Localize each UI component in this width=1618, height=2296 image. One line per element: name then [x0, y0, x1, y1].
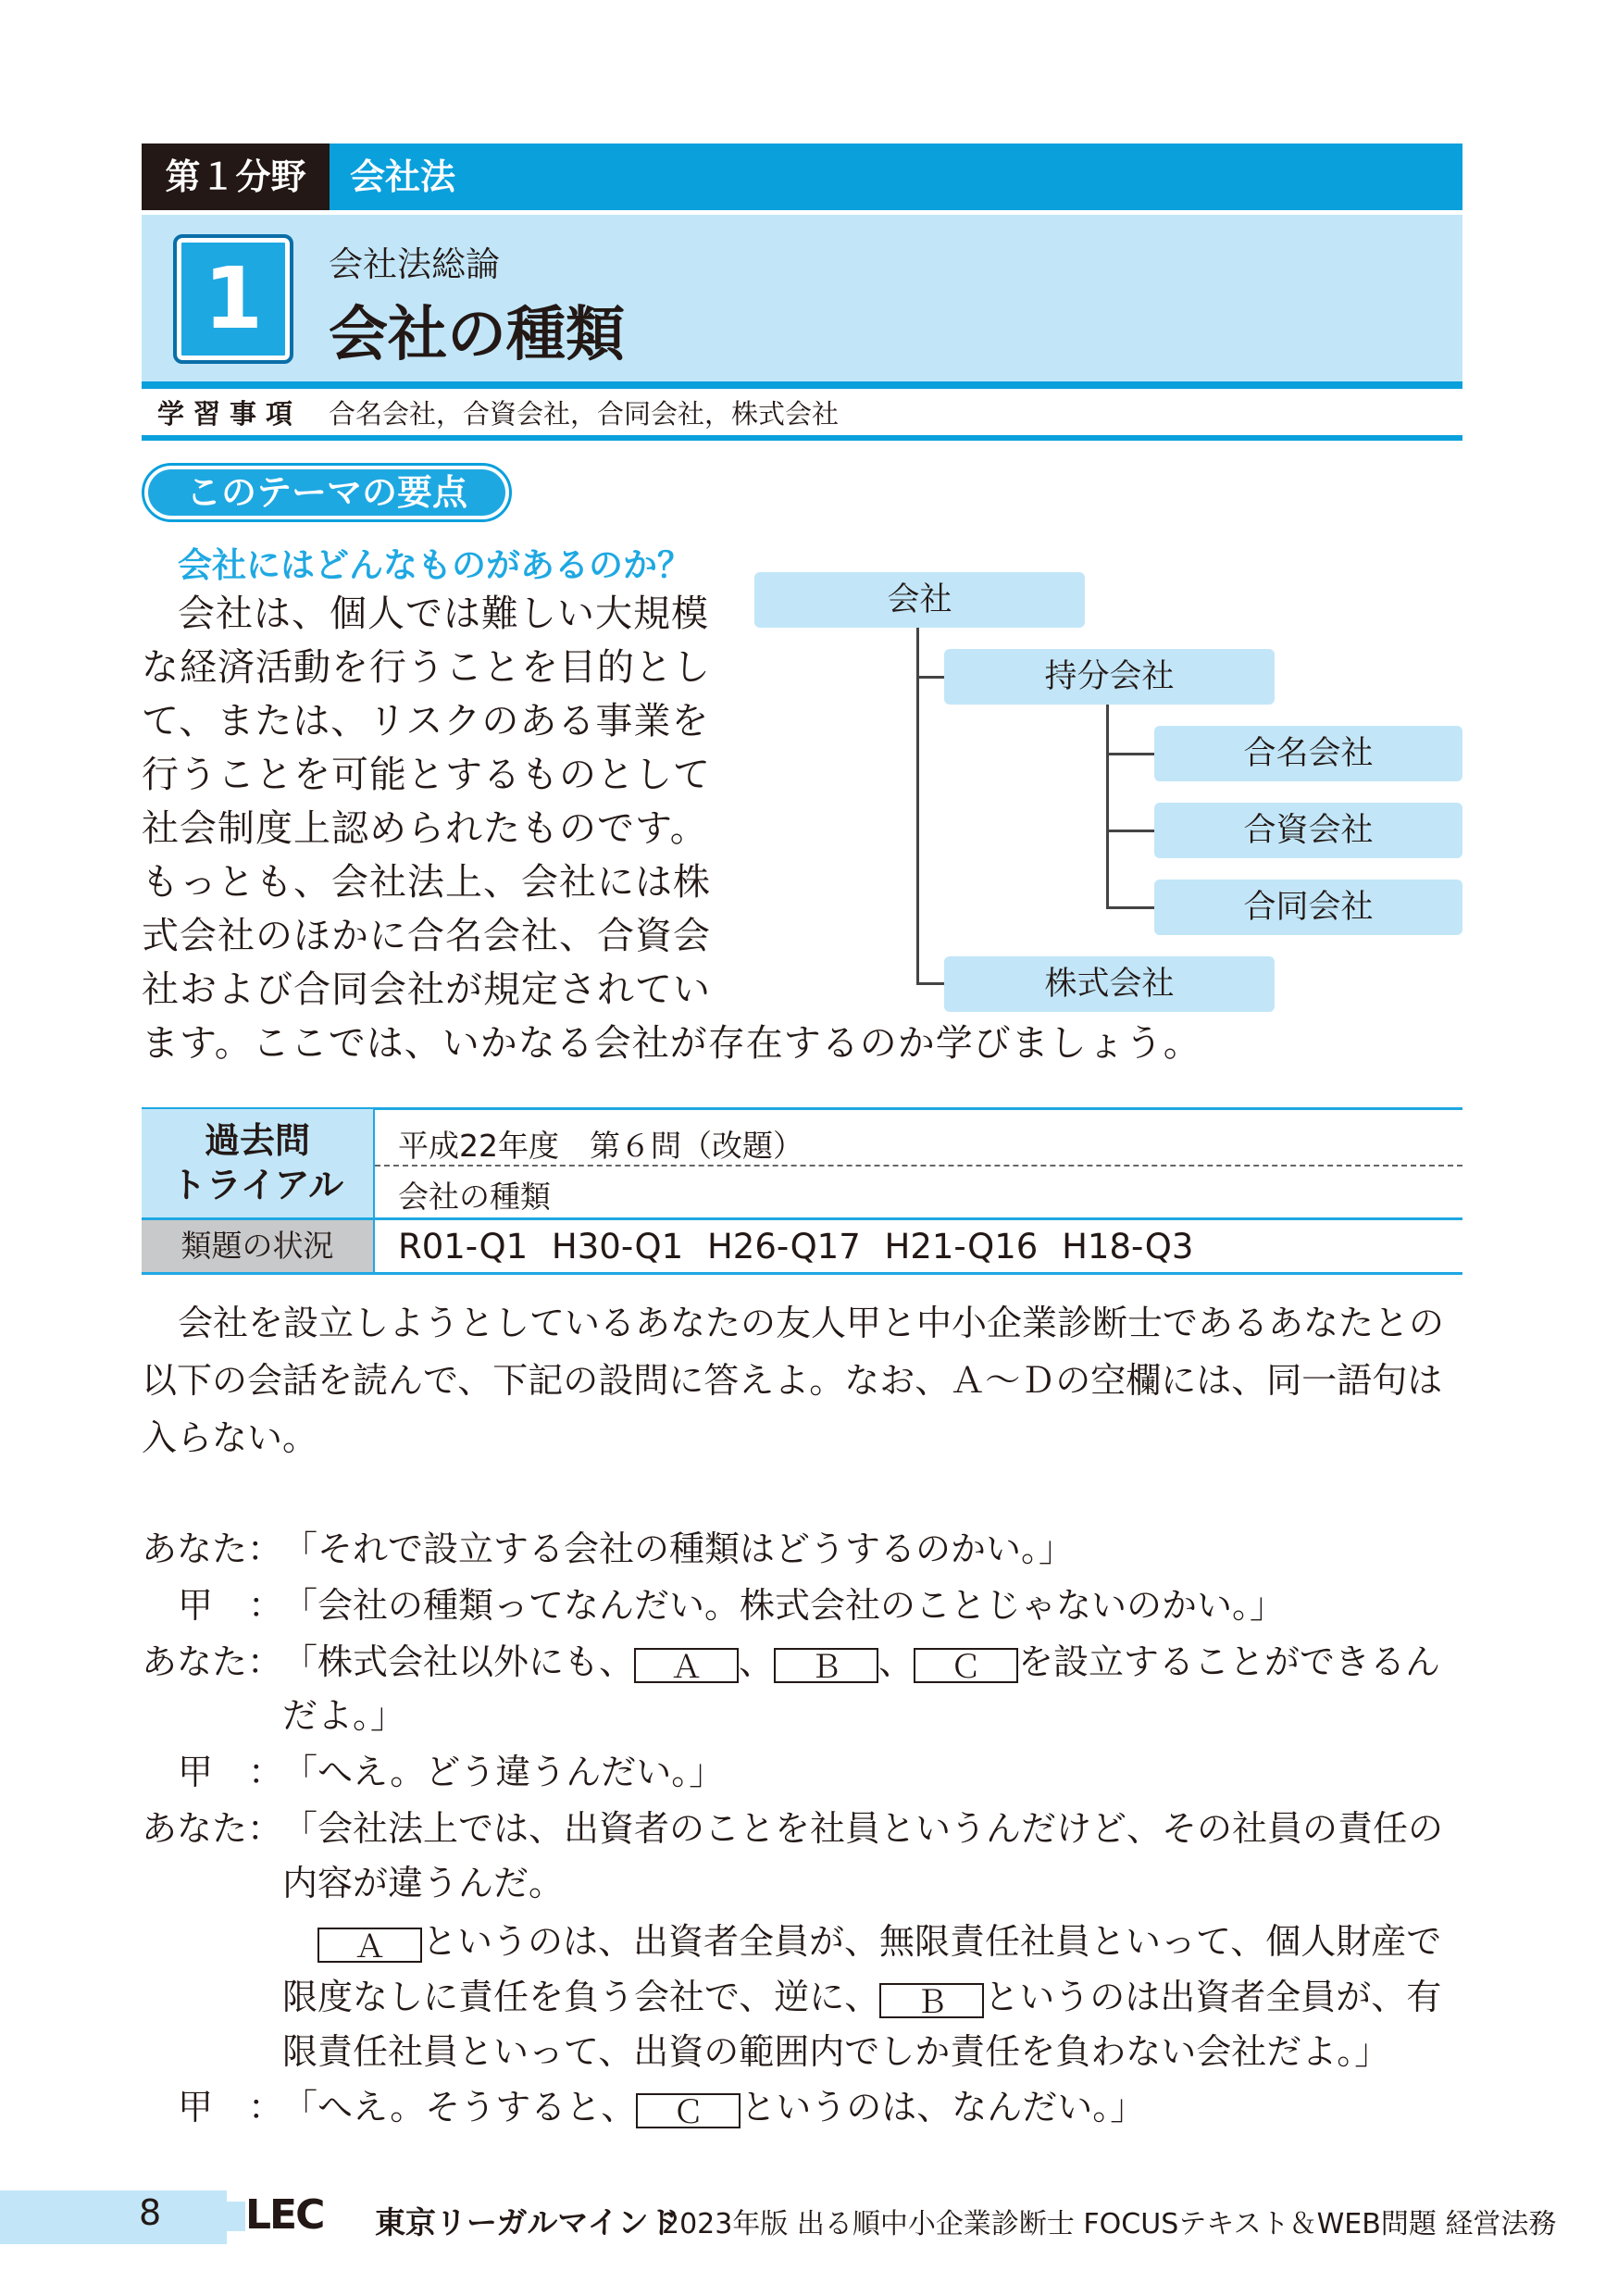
theme-line: 社会制度上認められたものです。	[142, 807, 708, 850]
org-node-gomei: 合名会社	[1154, 726, 1462, 781]
trial-label-line2: トライアル	[170, 1165, 344, 1205]
blank-b: Ｂ	[879, 1983, 984, 2018]
speaker-ko: 甲 ：	[178, 1585, 284, 1626]
dialogue-line: だよ。」	[282, 1695, 406, 1736]
org-node-mochibun: 持分会社	[944, 649, 1275, 705]
theme-question: 会社にはどんなものがあるのか？	[178, 545, 691, 585]
speaker-you: あなた：	[142, 1529, 283, 1569]
field-name: 会社法	[350, 156, 456, 197]
dialogue-text: というのは出資者全員が、有	[984, 1977, 1442, 2017]
speaker-you: あなた：	[142, 1641, 283, 1682]
dialogue-text: というのは、なんだい。」	[741, 2087, 1146, 2128]
trial-exam: 平成22年度 第６問（改題）	[398, 1128, 803, 1164]
org-connector	[1106, 753, 1154, 755]
theme-line: な経済活動を行うことを目的とし	[142, 646, 711, 689]
org-connector	[1106, 906, 1154, 909]
lec-logo: LEC	[245, 2191, 324, 2239]
org-node-company: 会社	[754, 572, 1085, 628]
blank-a: Ａ	[634, 1648, 739, 1683]
dialogue-line: 内容が違うんだ。	[282, 1863, 565, 1903]
dialogue-text: 限度なしに責任を負う会社で、逆に、	[282, 1977, 880, 2017]
blank-b: Ｂ	[774, 1648, 878, 1683]
table-vertical-rule	[373, 1109, 375, 1273]
speaker-ko: 甲 ：	[178, 2087, 284, 2128]
theme-line: 式会社のほかに合名会社、合資会	[142, 915, 711, 957]
dialogue-text: を設立することができるん	[1018, 1641, 1441, 1682]
dialogue-text: 「株式会社以外にも、	[282, 1641, 635, 1682]
theme-line: 行うことを可能とするものとして	[142, 754, 711, 796]
theme-line: ます。ここでは、いかなる会社が存在するのか学びましょう。	[142, 1022, 1201, 1065]
org-node-godo: 合同会社	[1154, 880, 1462, 935]
trial-label	[142, 1118, 373, 1207]
chapter-title: 会社の種類	[329, 301, 625, 369]
table-bottom-rule	[142, 1272, 1462, 1275]
dialogue-line	[282, 1968, 1441, 2019]
dialogue-sep: 、	[739, 1641, 775, 1682]
study-rule	[142, 435, 1462, 441]
field-bar	[142, 144, 1462, 210]
chapter-subtitle: 会社法総論	[329, 244, 500, 284]
speaker-ko: 甲 ：	[178, 1752, 284, 1792]
trial-topic: 会社の種類	[398, 1179, 551, 1215]
problem-intro-line: 入らない。	[142, 1417, 318, 1458]
dialogue-line: 限責任社員といって、出資の範囲内でしか責任を負わない会社だよ。」	[282, 2031, 1390, 2072]
problem-intro-line: 会社を設立しようとしているあなたの友人甲と中小企業診断士であるあなたとの	[178, 1303, 1445, 1343]
publisher-name: 東京リーガルマインド	[375, 2204, 679, 2240]
theme-badge-label: このテーマの要点	[148, 469, 505, 516]
dialogue-line	[317, 1913, 1441, 1964]
trial-label-line1: 過去問	[204, 1120, 310, 1161]
dialogue-line: 「会社法上では、出資者のことを社員というんだけど、その社員の責任の	[282, 1808, 1444, 1849]
field-label: 第１分野	[142, 144, 330, 210]
study-items: 合名会社，合資会社，合同会社，株式会社	[329, 398, 840, 430]
blank-c: Ｃ	[636, 2093, 741, 2128]
trial-dash-rule	[375, 1165, 1462, 1167]
dialogue-line: 「会社の種類ってなんだい。株式会社のことじゃないのかい。」	[282, 1585, 1286, 1626]
org-connector	[916, 676, 944, 679]
book-title: 2023年版 出る順中小企業診断士 FOCUSテキスト＆WEB問題 経営法務	[662, 2208, 1557, 2240]
page-number: 8	[139, 2192, 162, 2233]
theme-line: 社および合同会社が規定されてい	[142, 968, 711, 1011]
dialogue-line: 「へえ。どう違うんだい。」	[282, 1752, 725, 1792]
title-rule	[142, 381, 1462, 389]
speaker-you: あなた：	[142, 1808, 283, 1849]
dialogue-line	[282, 1633, 1440, 1684]
similar-label: 類題の状況	[180, 1228, 334, 1264]
org-node-goshi: 合資会社	[1154, 803, 1462, 858]
org-node-kabushiki: 株式会社	[944, 956, 1275, 1012]
blank-a: Ａ	[317, 1928, 422, 1963]
org-connector	[916, 627, 919, 984]
org-connector	[1106, 702, 1109, 908]
page-tab	[0, 2190, 227, 2244]
org-connector	[1106, 830, 1154, 832]
theme-line: て、または、リスクのある事業を	[142, 700, 710, 742]
study-label: 学習事項	[157, 398, 303, 430]
org-connector	[916, 982, 944, 985]
similar-codes: R01-Q1 H30-Q1 H26-Q17 H21-Q16 H18-Q3	[398, 1227, 1194, 1267]
theme-line: 会社は、個人では難しい大規模	[178, 593, 709, 635]
chapter-number: 1	[173, 234, 293, 364]
dialogue-text: というのは、出資者全員が、無限責任社員といって、個人財産で	[422, 1921, 1442, 1962]
blank-c: Ｃ	[914, 1648, 1018, 1683]
dialogue-sep: 、	[878, 1641, 915, 1682]
theme-line: もっとも、会社法上、会社には株	[142, 861, 711, 904]
dialogue-line	[282, 2078, 1145, 2129]
dialogue-line: 「それで設立する会社の種類はどうするのかい。」	[282, 1529, 1075, 1569]
dialogue-text: 「へえ。そうすると、	[282, 2087, 637, 2128]
problem-intro-line: 以下の会話を読んで、下記の設問に答えよ。なお、Ａ～Ｄの空欄には、同一語句は	[142, 1360, 1443, 1401]
